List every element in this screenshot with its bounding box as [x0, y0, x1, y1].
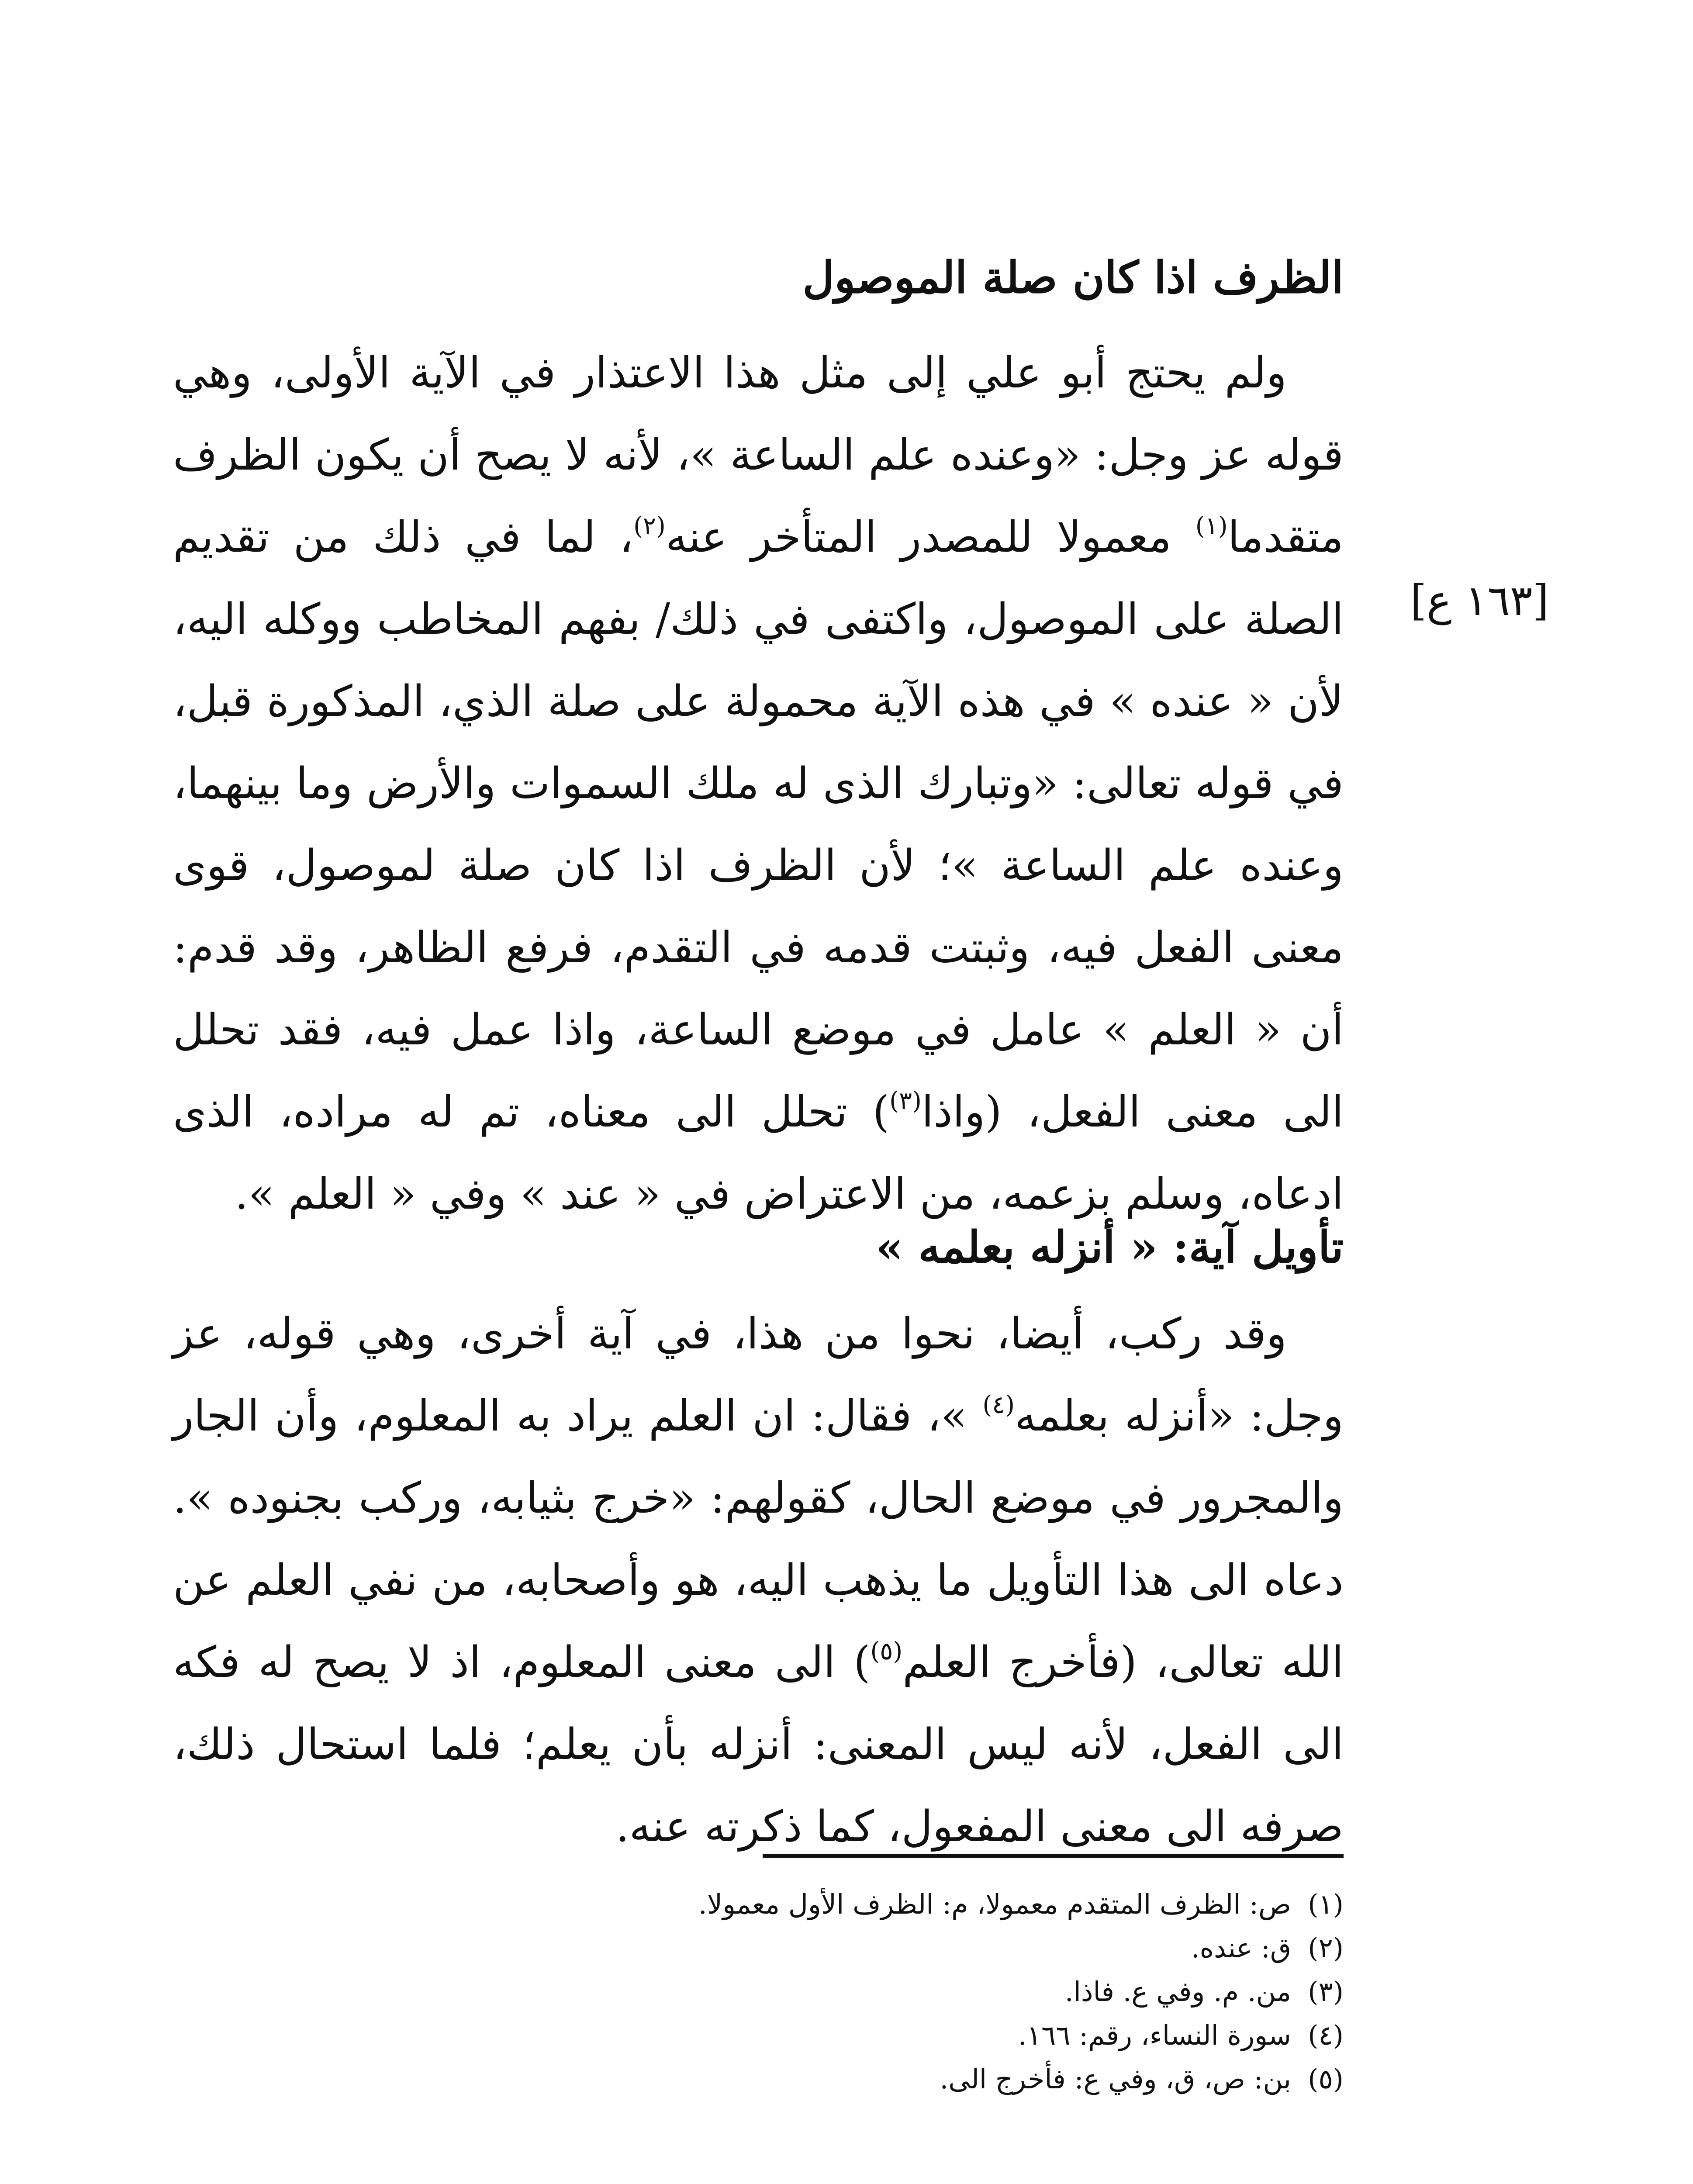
para2-line-2b: »، فقال: ان العلم يراد به المعلوم، وأن الجار: [173, 1391, 983, 1441]
footnote-text: من. م. وفي ع. فاذا.: [1064, 1976, 1291, 2008]
footnote-text: ق: عنده.: [1191, 1932, 1291, 1964]
paragraph-2: [173, 1293, 1344, 1868]
para2-line-1: وقد ركب، أيضا، نحوا من هذا، في آية أخرى، وهي قوله، عز: [173, 1309, 1287, 1359]
para1-line-7: الساعة »؛ لأن الظرف اذا كان صلة لموصول، قوى معنى الفعل فيه،: [173, 841, 1344, 973]
footnote-item: [173, 1883, 1344, 1926]
footnote-ref-5[interactable]: (٥): [870, 1637, 903, 1666]
footnote-text: بن: ص، ق، وفي ع: فأخرج الى.: [940, 2063, 1291, 2095]
footnote-ref-3[interactable]: (٣): [889, 1087, 922, 1115]
para1-line-3c: ، لما في ذلك من تقديم الصلة: [173, 512, 1344, 644]
footnote-item: [173, 1970, 1344, 2014]
para2-line-5a: تعالى، (فأخرج العلم: [902, 1638, 1264, 1687]
para2-line-3: والمجرور في موضع الحال، كقولهم: «خرج بثيابه، وركب بجنوده ». دعاه: [173, 1473, 1344, 1605]
para1-line-3b: معمولا للمصدر المتأخر عنه: [665, 512, 1195, 562]
footnote-number: (٢): [1308, 1932, 1344, 1964]
footnote-number: (٤): [1308, 2019, 1344, 2051]
para1-line-9b: ): [872, 1087, 890, 1137]
para2-line-2a: وجل: «أنزله بعلمه: [1015, 1391, 1344, 1441]
footnotes: [173, 1883, 1344, 2101]
footnote-text: ص: الظرف المتقدم معمولا، م: الظرف الأول معمولا.: [698, 1888, 1291, 1920]
para1-line-10: تحلل الى معناه، تم له مراده، الذى ادعاه، وسلم بزعمه، من الاعتراض: [173, 1087, 1344, 1219]
footnote-ref-2[interactable]: (٢): [633, 512, 666, 540]
footnote-number: (٣): [1308, 1976, 1344, 2008]
para1-line-6: «وتبارك الذى له ملك السموات والأرض وما بينهما، وعنده علم: [173, 759, 1344, 891]
para1-line-8: وثبتت قدمه في التقدم، فرفع الظاهر، وقد قدم: أن « العلم » عامل في: [173, 923, 1344, 1055]
para2-line-6: الفعل، لأنه ليس المعنى: أنزله بأن يعلم؛ فلما استحال ذلك، صرفه الى: [173, 1720, 1344, 1852]
section-heading-relative-clause: الظرف اذا كان صلة الموصول: [802, 252, 1344, 303]
footnote-ref-4[interactable]: (٤): [982, 1391, 1015, 1419]
para2-line-7: معنى المفعول، كما ذكرته عنه.: [615, 1802, 1153, 1852]
para1-line-4: على الموصول، واكتفى في ذلك/ بفهم المخاطب ووكله اليه، لأن: [173, 594, 1344, 726]
footnote-item: [173, 2014, 1344, 2057]
footnote-number: (١): [1308, 1888, 1344, 1920]
para2-line-4: الى هذا التأويل ما يذهب اليه، هو وأصحابه، من نفي العلم عن الله: [173, 1555, 1344, 1687]
section-heading-verse-interpretation: تأويل آية: « أنزله بعلمه »: [876, 1221, 1344, 1273]
para1-line-2: عز وجل: «وعنده علم الساعة »، لأنه لا يصح أن يكون الظرف: [173, 430, 1251, 480]
para1-line-9a: موضع الساعة، واذا عمل فيه، فقد تحلل الى معنى الفعل، (واذا: [173, 1005, 1344, 1137]
para2-line-5b: ) الى معنى المعلوم، اذ لا يصح له فكه الى: [173, 1638, 1344, 1769]
para1-line-5: « عنده » في هذه الآية محمولة على صلة الذي، المذكورة قبل، في قوله تعالى:: [173, 677, 1344, 809]
para1-line-1: ولم يحتج أبو علي إلى مثل هذا الاعتذار في الآية الأولى، وهي قوله: [173, 348, 1344, 480]
para1-line-3a: متقدما: [1227, 512, 1344, 562]
paragraph-1: [173, 332, 1344, 1235]
manuscript-folio-marker: [١٦٣ ع]: [1410, 576, 1549, 625]
footnote-divider: [763, 1854, 1344, 1858]
footnote-number: (٥): [1308, 2063, 1344, 2095]
footnote-item: [173, 1926, 1344, 1970]
footnote-text: سورة النساء، رقم: ١٦٦.: [1018, 2019, 1291, 2051]
footnote-item: [173, 2057, 1344, 2101]
para1-line-11: في « عند » وفي « العلم ».: [235, 1169, 731, 1219]
footnote-ref-1[interactable]: (١): [1195, 512, 1228, 540]
